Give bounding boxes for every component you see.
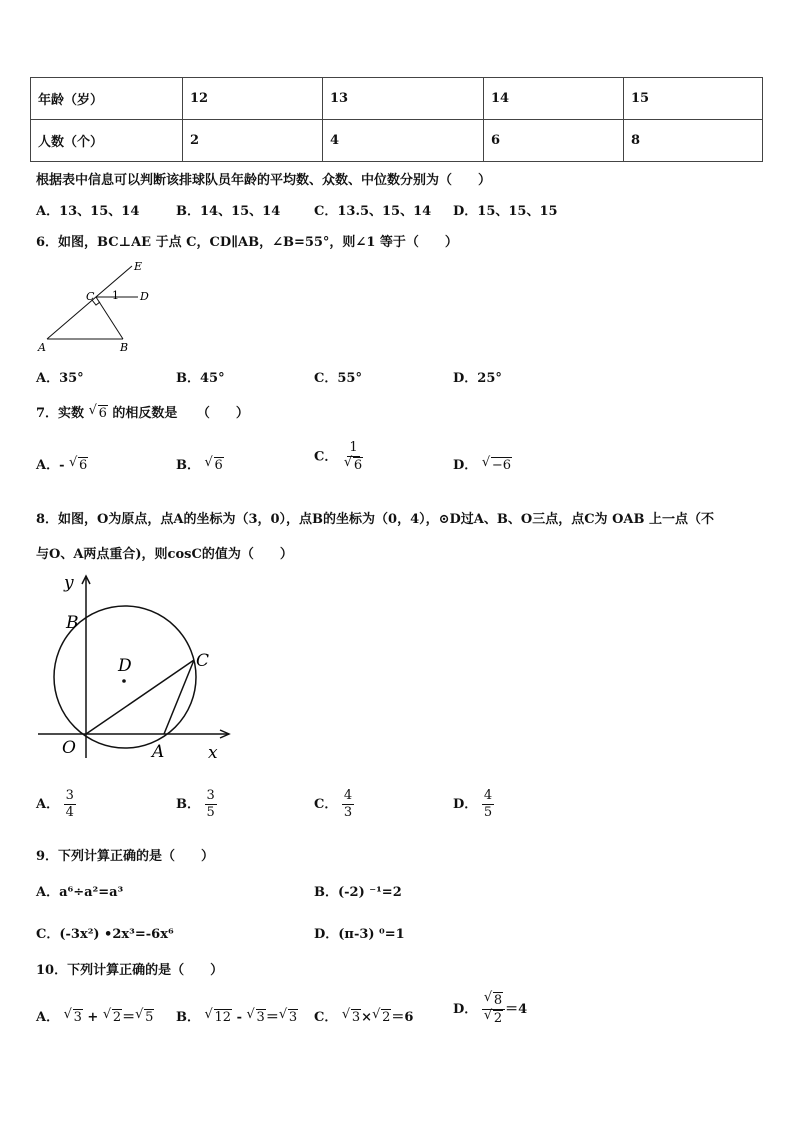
table-cell: 8 <box>624 120 763 162</box>
label-b: B <box>120 341 129 354</box>
numerator: 4 <box>483 788 493 803</box>
q9-option-d: D．(π-3) ⁰=1 <box>314 927 405 942</box>
option-label: A． <box>36 797 60 812</box>
sqrt-symbol <box>482 457 512 473</box>
label-a: A <box>38 341 46 354</box>
q10-option-d <box>453 992 527 1027</box>
radicand: 3 <box>73 1010 82 1025</box>
label-angle-1: 1 <box>112 289 119 302</box>
sqrt-symbol <box>135 1009 154 1025</box>
radicand: −6 <box>491 458 511 473</box>
q5-option-d: D．15、15、15 <box>453 204 558 219</box>
table-cell: 15 <box>624 78 763 120</box>
table-cell: 6 <box>484 120 624 162</box>
table-cell: 人数（个） <box>31 120 183 162</box>
option-label: D． <box>453 458 478 473</box>
q5-option-b: B．14、15、14 <box>176 204 281 219</box>
q7-option-d <box>453 454 512 473</box>
q8-option-b <box>176 788 217 821</box>
table-cell: 12 <box>183 78 323 120</box>
sqrt-symbol <box>69 457 88 473</box>
option-label: C． <box>314 1010 338 1025</box>
q7-option-a <box>36 454 88 473</box>
q7-option-c <box>314 440 365 474</box>
option-label: A． <box>36 1010 60 1025</box>
fraction <box>342 788 354 821</box>
q6-stem: 6．如图，BC⊥AE 于点 C，CD∥AB，∠B=55°，则∠1 等于（ ） <box>36 235 458 250</box>
sqrt-symbol <box>372 1009 391 1025</box>
q6-option-b: B．45° <box>176 371 225 386</box>
operator: × <box>361 1010 373 1025</box>
radicand: 2 <box>382 1010 391 1025</box>
label-c: C <box>86 290 95 303</box>
numerator: 1 <box>349 440 358 455</box>
radicand: 2 <box>493 1011 503 1026</box>
sqrt-symbol <box>344 457 363 474</box>
sqrt-symbol <box>484 1010 503 1027</box>
table-row <box>31 78 763 120</box>
option-label: C． <box>314 449 338 465</box>
q8-figure <box>34 570 234 765</box>
fraction <box>64 788 76 821</box>
radicand: 6 <box>79 458 88 473</box>
denominator: 5 <box>206 805 215 820</box>
segment-oc <box>86 660 194 734</box>
denominator: 4 <box>65 805 74 820</box>
center-point <box>122 679 126 683</box>
radicand: 3 <box>288 1010 298 1025</box>
option-label: D． <box>453 1002 478 1017</box>
table-cell: 13 <box>323 78 484 120</box>
label-c: C <box>196 651 210 671</box>
table-cell: 年龄（岁） <box>31 78 183 120</box>
minus-sign: - <box>59 458 65 473</box>
label-x: x <box>208 743 218 763</box>
q8-option-c <box>314 788 354 821</box>
equals: ＝ <box>122 1010 136 1025</box>
option-label: B． <box>176 1010 200 1025</box>
option-label: B． <box>176 458 200 473</box>
table-row <box>31 120 763 162</box>
equals: ＝ <box>265 1010 279 1025</box>
fraction <box>342 440 365 474</box>
radicand: 2 <box>112 1010 122 1025</box>
q6-option-d: D．25° <box>453 371 502 386</box>
q8-option-a <box>36 788 76 821</box>
option-label: C． <box>314 797 338 812</box>
q5-option-c: C．13.5、15、14 <box>314 204 432 219</box>
q8-option-d <box>453 788 494 821</box>
label-d: D <box>118 656 132 676</box>
numerator: 4 <box>343 788 353 803</box>
option-label: A． <box>36 458 60 473</box>
q7-stem <box>36 402 249 421</box>
radicand: 5 <box>145 1010 154 1025</box>
sqrt-symbol <box>103 1009 122 1025</box>
label-y: y <box>64 573 74 593</box>
sqrt-symbol <box>342 1009 361 1025</box>
sqrt-symbol <box>205 457 224 473</box>
q7-option-b <box>176 454 224 473</box>
q9-option-c: C．(-3x²) •2x³=-6x⁶ <box>36 927 174 942</box>
fraction <box>482 992 505 1027</box>
q6-figure <box>34 258 164 358</box>
fraction <box>205 788 217 821</box>
radicand: 3 <box>256 1010 265 1025</box>
radicand: 3 <box>351 1010 361 1025</box>
radicand: 8 <box>493 993 503 1008</box>
table-cell: 14 <box>484 78 624 120</box>
line-bc <box>96 297 123 339</box>
radicand: 6 <box>214 458 223 473</box>
table-cell: 4 <box>323 120 484 162</box>
equals: ＝6 <box>391 1010 414 1025</box>
operator: + <box>82 1010 103 1025</box>
q7-stem-pre: 7．实数 <box>36 406 85 421</box>
q10-stem: 10．下列计算正确的是（ ） <box>36 963 224 978</box>
label-a: A <box>152 742 165 762</box>
q10-option-a <box>36 1006 154 1025</box>
option-label: B． <box>176 797 200 812</box>
label-e: E <box>134 260 143 273</box>
q9-option-a: A．a⁶÷a²=a³ <box>36 885 124 900</box>
sqrt-symbol <box>205 1009 233 1025</box>
sqrt-symbol <box>279 1009 298 1025</box>
table-cell: 2 <box>183 120 323 162</box>
denominator <box>482 1010 505 1027</box>
denominator: 5 <box>483 805 493 820</box>
numerator: 3 <box>206 788 215 803</box>
numerator: 3 <box>65 788 74 803</box>
q5-option-a: A．13、15、14 <box>36 204 140 219</box>
operator: - <box>232 1010 247 1025</box>
option-label: D． <box>453 797 478 812</box>
q9-option-b: B．(-2) ⁻¹=2 <box>314 885 402 900</box>
sqrt-symbol <box>484 992 503 1009</box>
label-o: O <box>62 738 76 758</box>
radicand: 12 <box>214 1010 232 1025</box>
denominator: 3 <box>343 805 353 820</box>
sqrt-symbol <box>247 1009 266 1025</box>
q7-stem-post: 的相反数是 （ ） <box>112 406 249 421</box>
q9-stem: 9．下列计算正确的是（ ） <box>36 849 215 864</box>
q6-option-c: C．55° <box>314 371 362 386</box>
q8-line1: 8．如图，O为原点，点A的坐标为（3，0），点B的坐标为（0，4），⊙D过A、B、O三点，点C为 OAB 上一点（不 <box>36 512 714 527</box>
sqrt-symbol <box>89 405 108 421</box>
label-d: D <box>140 290 149 303</box>
q6-option-a: A．35° <box>36 371 84 386</box>
radicand: 6 <box>98 406 107 421</box>
q10-option-c <box>314 1006 413 1025</box>
label-b: B <box>66 613 79 633</box>
sqrt-symbol <box>64 1009 83 1025</box>
radicand: 6 <box>353 458 363 473</box>
q8-line2: 与O、A两点重合)，则cosC的值为（ ） <box>36 547 293 562</box>
q10-option-b <box>176 1006 298 1025</box>
fraction <box>482 788 494 821</box>
q5-stem: 根据表中信息可以判断该排球队员年龄的平均数、众数、中位数分别为（ ） <box>36 173 492 188</box>
denominator <box>342 457 365 474</box>
age-table <box>30 77 763 162</box>
equals: ＝4 <box>505 1002 528 1017</box>
